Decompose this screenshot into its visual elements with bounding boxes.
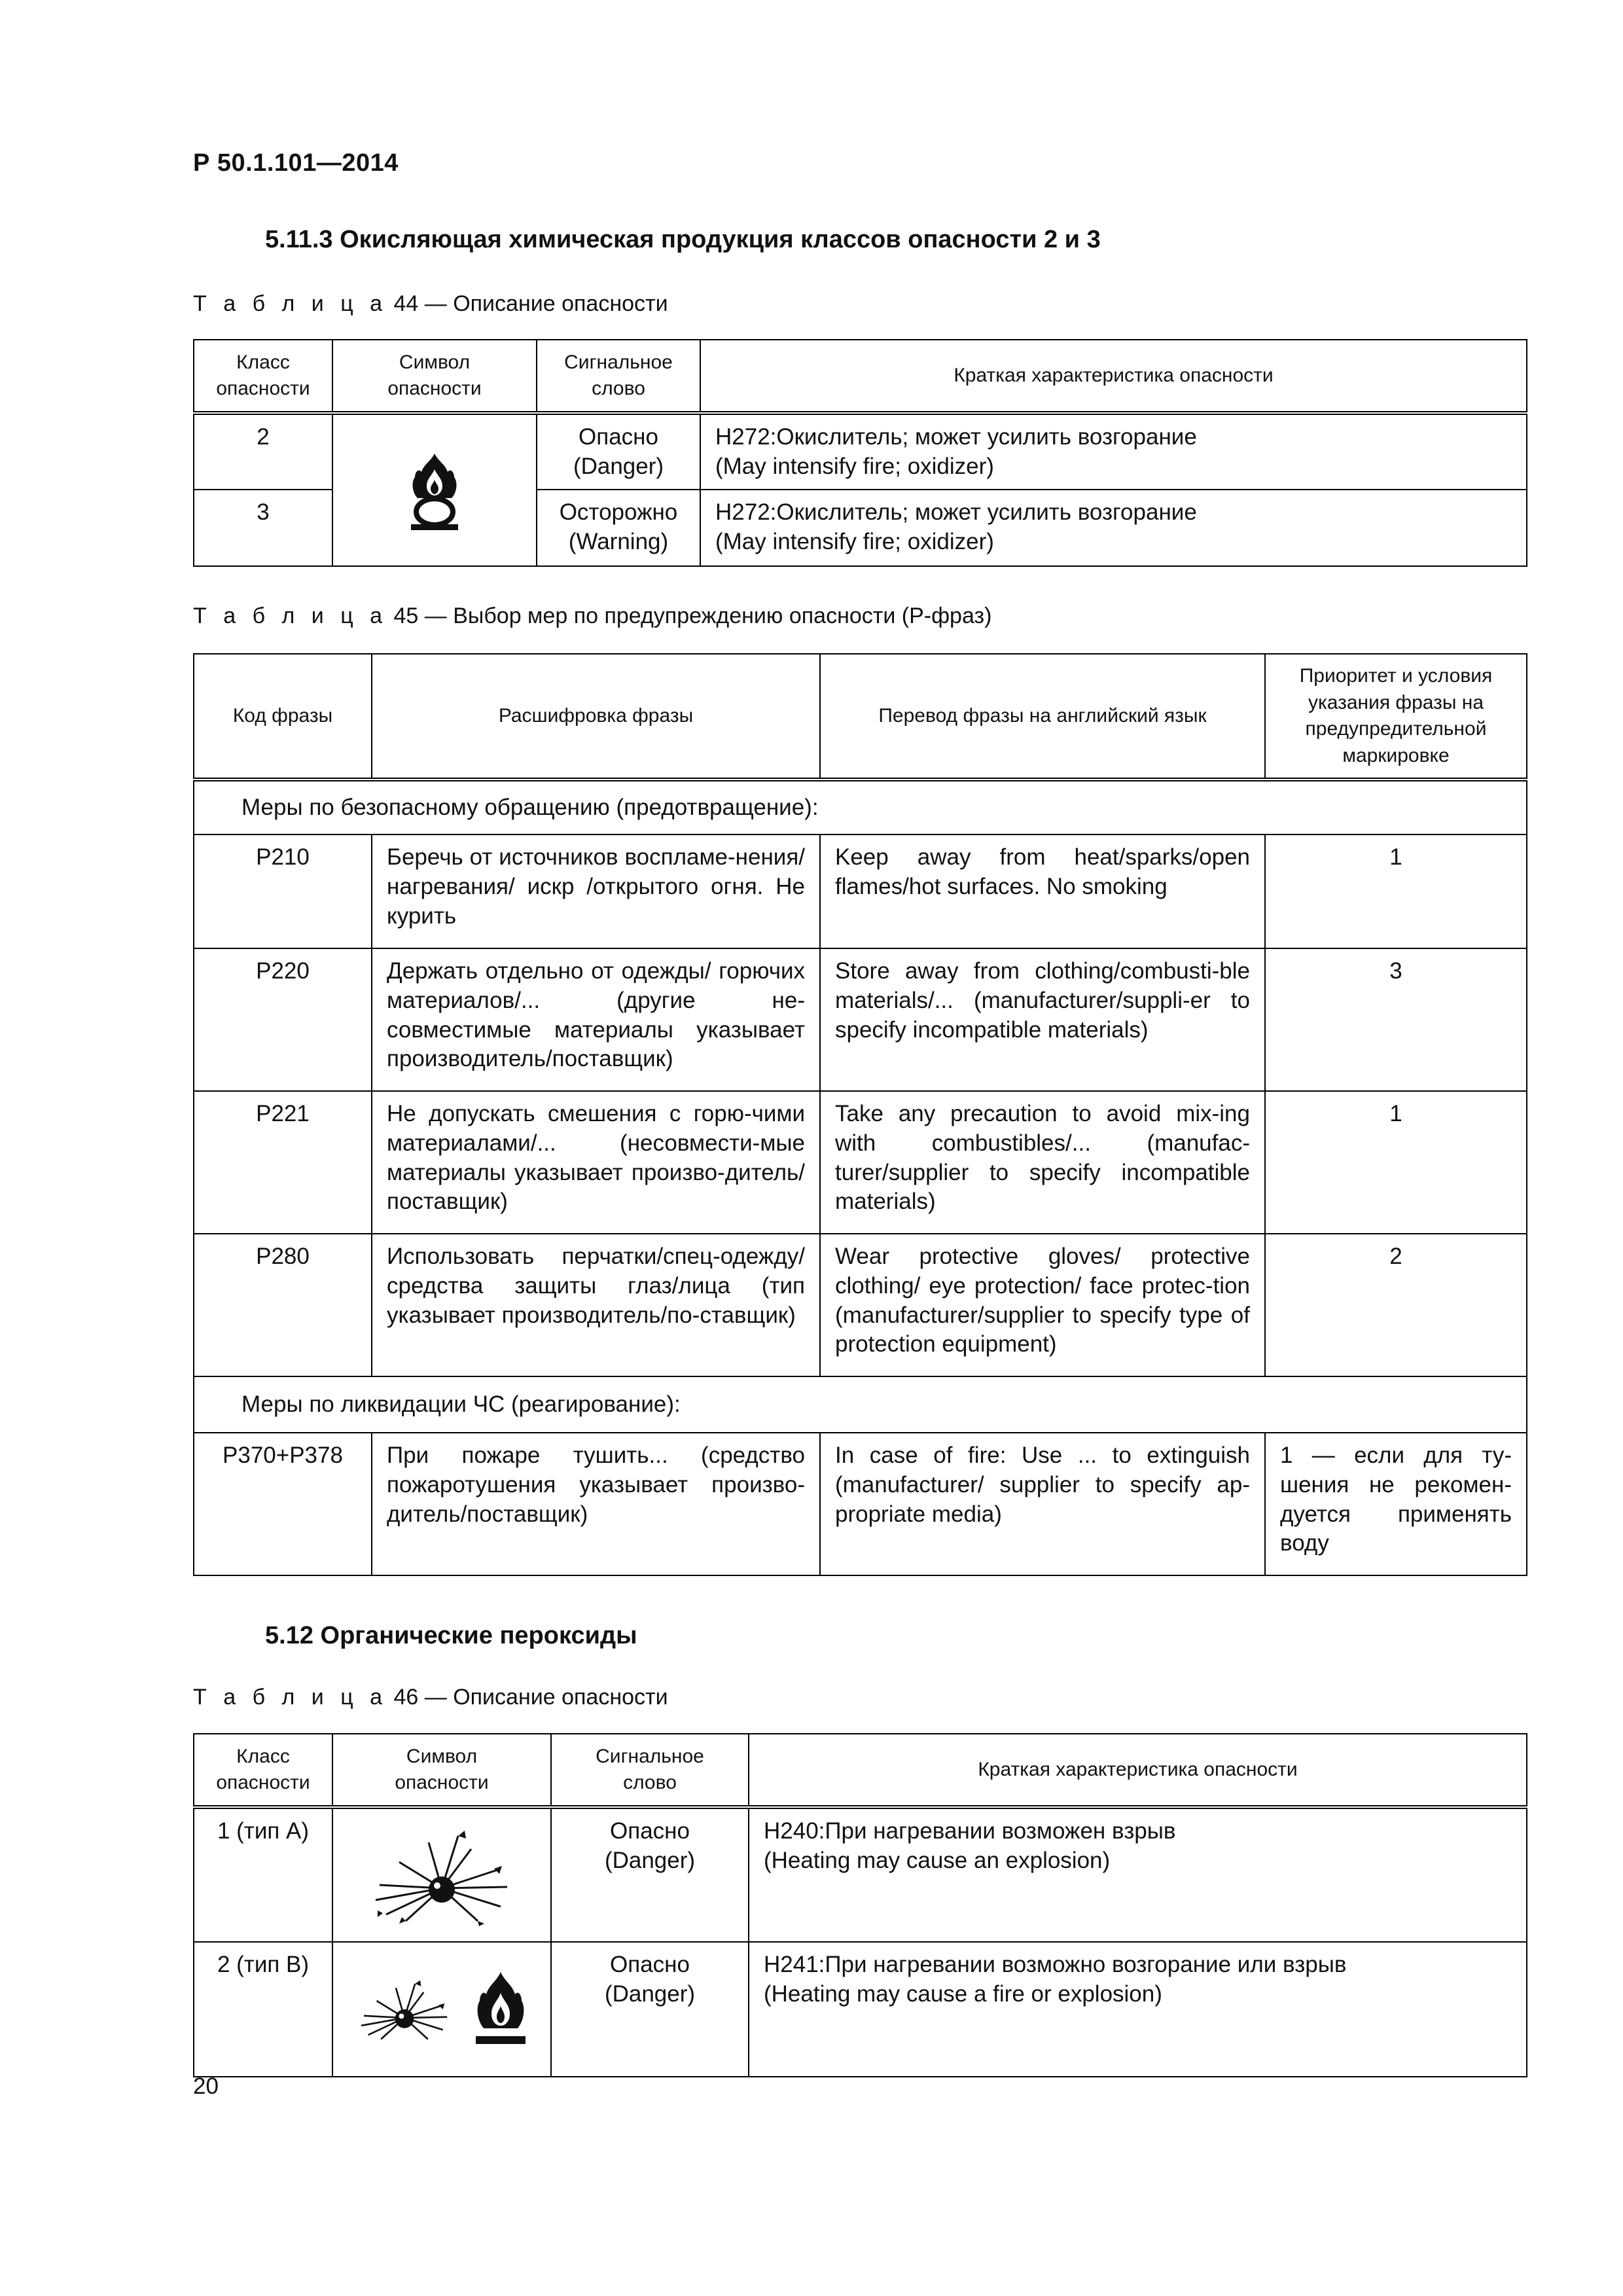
t45-p221-en: Take any precaution to avoid mix-ing with combustibles/... (manufac-turer/supplier to specify incompatible materials) — [820, 1091, 1265, 1234]
t44-row1-desc-ru: H272:Окислитель; может усилить возгорание — [715, 424, 1197, 450]
t46-row2-desc-en: (Heating may cause a fire or explosion) — [764, 1981, 1162, 2007]
t46-row1-desc-en: (Heating may cause an explosion) — [764, 1847, 1111, 1873]
t46-row2-desc — [749, 1942, 1527, 2077]
exploding-bomb-icon — [355, 1973, 454, 2045]
t44-row2-desc-en: (May intensify fire; oxidizer) — [715, 528, 994, 554]
t45-header-code: Код фразы — [194, 654, 372, 780]
t45-p370-en: In case of fire: Use ... to extinguish (manufacturer/ supplier to specify ap-propriate media) — [820, 1433, 1265, 1575]
t45-p280-en: Wear protective gloves/ protective clothing/ eye protection/ face protec-tion (manufacturer/supplier to specify type of protection equipment) — [820, 1234, 1265, 1376]
t45-p220-priority: 3 — [1265, 948, 1527, 1091]
t46-header-class: Класс опасности — [194, 1734, 332, 1807]
t44-header-desc: Краткая характеристика опасности — [700, 340, 1527, 413]
t45-p280-ru: Использовать перчатки/спец-одежду/средства защиты глаз/лица (тип указывает производитель/по-ставщик) — [372, 1234, 820, 1376]
t44-row1-signal-en: (Danger) — [573, 453, 664, 479]
t44-header-symbol: Символ опасности — [332, 340, 537, 413]
t44-row2-desc — [700, 490, 1527, 566]
t44-header-class: Класс опасности — [194, 340, 332, 413]
section-title-5-12: 5.12 Органические пероксиды — [265, 1622, 637, 1649]
t46-header-signal: Сигнальное слово — [551, 1734, 749, 1807]
t44-row2-class: 3 — [194, 490, 332, 566]
t45-p220-ru: Держать отдельно от одежды/ горючих материалов/... (другие не-совместимые материалы указывает производитель/поставщик) — [372, 948, 820, 1091]
t45-p370-ru: При пожаре тушить... (средство пожаротушения указывает произво-дитель/поставщик) — [372, 1433, 820, 1575]
t46-row2-class: 2 (тип В) — [194, 1942, 332, 2077]
t44-row2-desc-ru: H272:Окислитель; может усилить возгорание — [715, 499, 1197, 525]
t45-p370-priority: 1 — если для ту-шения не рекомен-дуется применять воду — [1265, 1433, 1527, 1575]
t45-p210-code: P210 — [194, 834, 372, 948]
t44-row1-desc — [700, 413, 1527, 490]
t45-p220-code: P220 — [194, 948, 372, 1091]
t45-p280-priority: 2 — [1265, 1234, 1527, 1376]
table-46 — [193, 1733, 1527, 2077]
table46-caption — [193, 1685, 668, 1710]
t46-row2-signal-ru: Опасно — [610, 1952, 690, 1977]
t45-p221-ru: Не допускать смешения с горю-чими материалами/... (несовмести-мые материалы указывает произво-дитель/поставщик) — [372, 1091, 820, 1234]
t45-header-en: Перевод фразы на английский язык — [820, 654, 1265, 780]
t45-p221-priority: 1 — [1265, 1091, 1527, 1234]
t45-header-ru: Расшифровка фразы — [372, 654, 820, 780]
t46-header-desc: Краткая характеристика опасности — [749, 1734, 1527, 1807]
t45-p370-code: P370+P378 — [194, 1433, 372, 1575]
t45-p221-code: P221 — [194, 1091, 372, 1234]
t46-row1-signal — [551, 1807, 749, 1942]
flame-over-circle-icon — [333, 450, 536, 531]
table46-caption-text: 46 — Описание опасности — [387, 1685, 668, 1710]
t46-row2-signal-en: (Danger) — [604, 1981, 696, 2007]
t46-row1-signal-en: (Danger) — [604, 1847, 696, 1873]
exploding-bomb-icon — [333, 1823, 550, 1928]
flame-icon — [473, 1971, 528, 2048]
t46-header-symbol: Символ опасности — [332, 1734, 551, 1807]
t46-row2-desc-ru: H241:При нагревании возможно возгорание или взрыв — [764, 1952, 1347, 1977]
t46-row1-signal-ru: Опасно — [610, 1818, 690, 1844]
t44-row1-desc-en: (May intensify fire; oxidizer) — [715, 453, 994, 479]
t45-group-response: Меры по ликвидации ЧС (реагирование): — [194, 1376, 1527, 1433]
page-number: 20 — [193, 2073, 219, 2099]
t46-row1-class: 1 (тип А) — [194, 1807, 332, 1942]
t46-row2-symbol — [332, 1942, 551, 2077]
t45-header-priority: Приоритет и условия указания фразы на предупредительной маркировке — [1265, 654, 1527, 780]
t45-p220-en: Store away from clothing/combusti-ble materials/... (manufacturer/suppli-er to specify incompatible materials) — [820, 948, 1265, 1091]
table44-caption-text: 44 — Описание опасности — [387, 291, 668, 316]
t45-p280-code: P280 — [194, 1234, 372, 1376]
table45-caption-prefix: Т а б л и ц а — [193, 603, 388, 628]
t44-row2-signal-ru: Осторожно — [559, 499, 678, 525]
t45-group-prevention: Меры по безопасному обращению (предотвращение): — [194, 780, 1527, 834]
t45-p210-priority: 1 — [1265, 834, 1527, 948]
table45-caption-text: 45 — Выбор мер по предупреждению опасности (Р-фраз) — [387, 603, 992, 628]
t46-row1-desc — [749, 1807, 1527, 1942]
t45-p210-ru: Беречь от источников воспламе-нения/нагревания/ искр /открытого огня. Не курить — [372, 834, 820, 948]
table46-caption-prefix: Т а б л и ц а — [193, 1685, 388, 1710]
table44-caption — [193, 291, 668, 317]
t45-p210-en: Keep away from heat/sparks/open flames/hot surfaces. No smoking — [820, 834, 1265, 948]
t44-header-signal: Сигнальное слово — [537, 340, 700, 413]
t44-symbol-cell — [332, 413, 537, 566]
table44-caption-prefix: Т а б л и ц а — [193, 291, 388, 316]
t46-row1-desc-ru: H240:При нагревании возможен взрыв — [764, 1818, 1176, 1844]
t46-row1-symbol — [332, 1807, 551, 1942]
t44-row1-class: 2 — [194, 413, 332, 490]
t46-row2-signal — [551, 1942, 749, 2077]
table-45 — [193, 653, 1527, 1576]
t44-row1-signal — [537, 413, 700, 490]
document-code: Р 50.1.101—2014 — [193, 149, 399, 177]
t44-row2-signal-en: (Warning) — [568, 528, 669, 554]
table-44 — [193, 339, 1527, 567]
table45-caption — [193, 603, 991, 629]
t46-row2-icons — [333, 1971, 550, 2048]
section-title-5-11-3: 5.11.3 Окисляющая химическая продукция классов опасности 2 и 3 — [265, 226, 1101, 253]
t44-row1-signal-ru: Опасно — [579, 424, 658, 450]
t44-row2-signal — [537, 490, 700, 566]
